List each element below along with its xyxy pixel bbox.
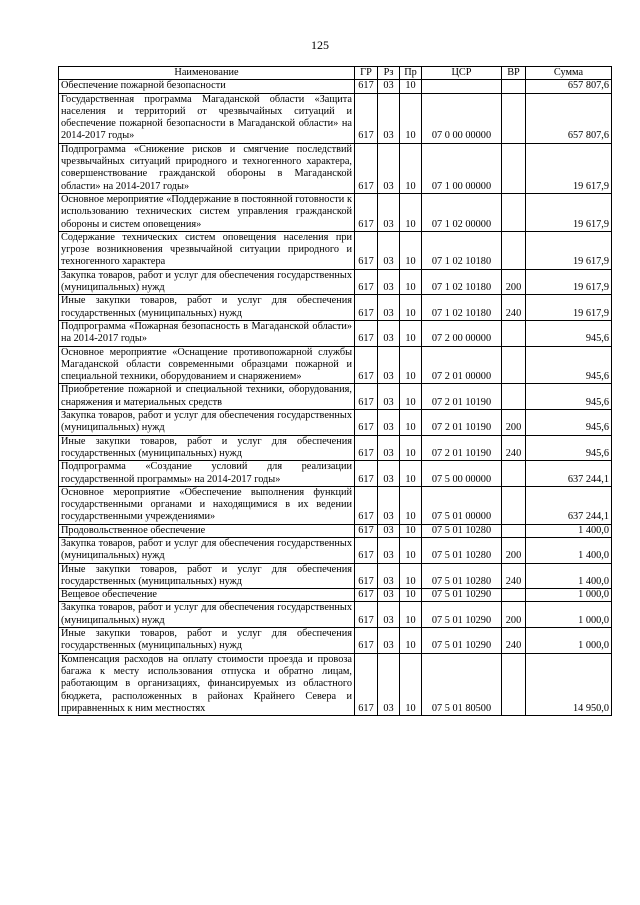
table-row [59, 589, 612, 602]
cell-name: Приобретение пожарной и специальной техники, оборудования, снаряжения и материальных средств [59, 384, 355, 410]
cell-name: Вещевое обеспечение [59, 589, 355, 602]
table-row [59, 143, 612, 193]
cell-sum: 1 400,0 [526, 524, 612, 537]
cell-name: Подпрограмма «Пожарная безопасность в Магаданской области» на 2014-2017 годы» [59, 320, 355, 346]
cell-vr [502, 193, 526, 231]
cell-gr: 617 [355, 93, 378, 143]
cell-rz: 03 [378, 537, 400, 563]
cell-gr: 617 [355, 589, 378, 602]
cell-sum: 945,6 [526, 384, 612, 410]
cell-vr: 240 [502, 295, 526, 321]
cell-pr: 10 [400, 231, 422, 269]
cell-csr: 07 1 02 10180 [422, 231, 502, 269]
cell-rz: 03 [378, 320, 400, 346]
cell-gr: 617 [355, 435, 378, 461]
cell-sum: 19 617,9 [526, 231, 612, 269]
cell-gr: 617 [355, 384, 378, 410]
cell-vr [502, 80, 526, 93]
cell-name: Государственная программа Магаданской области «Защита населения и территорий от чрезвычайных ситуаций и обеспечение пожарной безопасности в Магаданской области» на 2014-2017 годы» [59, 93, 355, 143]
table-row [59, 524, 612, 537]
cell-rz: 03 [378, 384, 400, 410]
cell-pr: 10 [400, 346, 422, 384]
cell-gr: 617 [355, 143, 378, 193]
cell-pr: 10 [400, 435, 422, 461]
cell-rz: 03 [378, 653, 400, 715]
cell-csr: 07 2 01 10190 [422, 384, 502, 410]
cell-csr: 07 1 02 10180 [422, 269, 502, 295]
cell-pr: 10 [400, 589, 422, 602]
cell-rz: 03 [378, 80, 400, 93]
cell-rz: 03 [378, 461, 400, 487]
cell-csr: 07 2 01 10190 [422, 410, 502, 436]
cell-pr: 10 [400, 193, 422, 231]
table-row [59, 486, 612, 524]
cell-pr: 10 [400, 537, 422, 563]
cell-csr: 07 2 01 10190 [422, 435, 502, 461]
cell-sum: 19 617,9 [526, 143, 612, 193]
cell-name: Иные закупки товаров, работ и услуг для обеспечения государственных (муниципальных) нужд [59, 295, 355, 321]
cell-name: Закупка товаров, работ и услуг для обеспечения государственных (муниципальных) нужд [59, 602, 355, 628]
cell-name: Продовольственное обеспечение [59, 524, 355, 537]
cell-csr: 07 5 00 00000 [422, 461, 502, 487]
cell-name: Основное мероприятие «Оснащение противопожарной службы Магаданской области современными образцами пожарной и специальной техники, оборудованием и снаряжением» [59, 346, 355, 384]
cell-csr: 07 5 01 80500 [422, 653, 502, 715]
cell-vr [502, 93, 526, 143]
header-csr: ЦСР [422, 67, 502, 80]
cell-pr: 10 [400, 461, 422, 487]
cell-vr: 200 [502, 410, 526, 436]
cell-csr: 07 5 01 00000 [422, 486, 502, 524]
cell-vr [502, 524, 526, 537]
header-row [59, 67, 612, 80]
cell-pr: 10 [400, 80, 422, 93]
cell-gr: 617 [355, 563, 378, 589]
cell-rz: 03 [378, 193, 400, 231]
cell-vr [502, 461, 526, 487]
cell-vr [502, 320, 526, 346]
cell-name: Основное мероприятие «Поддержание в постоянной готовности к использованию технических систем управления гражданской обороны и систем оповещения» [59, 193, 355, 231]
cell-sum: 1 400,0 [526, 537, 612, 563]
table-body [59, 80, 612, 716]
cell-rz: 03 [378, 486, 400, 524]
cell-vr: 240 [502, 628, 526, 654]
cell-csr: 07 5 01 10280 [422, 524, 502, 537]
cell-vr [502, 486, 526, 524]
cell-sum: 945,6 [526, 435, 612, 461]
header-gr: ГР [355, 67, 378, 80]
cell-rz: 03 [378, 602, 400, 628]
header-name: Наименование [59, 67, 355, 80]
cell-name: Компенсация расходов на оплату стоимости проезда и провоза багажа к месту использования отпуска и обратно лицам, работающим в организациях, финансируемых из областного бюджета, расположенных в районах Крайнего Севера и приравненных к ним местностях [59, 653, 355, 715]
cell-csr: 07 2 01 00000 [422, 346, 502, 384]
cell-pr: 10 [400, 628, 422, 654]
cell-sum: 945,6 [526, 320, 612, 346]
cell-sum: 19 617,9 [526, 295, 612, 321]
cell-gr: 617 [355, 486, 378, 524]
header-sum: Сумма [526, 67, 612, 80]
cell-rz: 03 [378, 563, 400, 589]
cell-pr: 10 [400, 384, 422, 410]
cell-sum: 1 400,0 [526, 563, 612, 589]
cell-csr: 07 5 01 10280 [422, 537, 502, 563]
cell-pr: 10 [400, 410, 422, 436]
cell-sum: 1 000,0 [526, 602, 612, 628]
cell-rz: 03 [378, 628, 400, 654]
page-number: 125 [311, 38, 329, 52]
header-vr: ВР [502, 67, 526, 80]
table-row [59, 320, 612, 346]
table-row [59, 563, 612, 589]
cell-pr: 10 [400, 320, 422, 346]
cell-vr [502, 231, 526, 269]
table-row [59, 384, 612, 410]
table-row [59, 93, 612, 143]
cell-gr: 617 [355, 269, 378, 295]
cell-name: Содержание технических систем оповещения населения при угрозе возникновения чрезвычайной ситуации природного и техногенного характера [59, 231, 355, 269]
cell-sum: 1 000,0 [526, 628, 612, 654]
cell-rz: 03 [378, 589, 400, 602]
header-rz: Рз [378, 67, 400, 80]
cell-gr: 617 [355, 80, 378, 93]
cell-pr: 10 [400, 269, 422, 295]
cell-pr: 10 [400, 653, 422, 715]
cell-gr: 617 [355, 193, 378, 231]
cell-pr: 10 [400, 143, 422, 193]
cell-rz: 03 [378, 93, 400, 143]
cell-sum: 19 617,9 [526, 269, 612, 295]
cell-pr: 10 [400, 486, 422, 524]
cell-sum: 945,6 [526, 346, 612, 384]
cell-name: Иные закупки товаров, работ и услуг для обеспечения государственных (муниципальных) нужд [59, 628, 355, 654]
cell-rz: 03 [378, 269, 400, 295]
cell-pr: 10 [400, 524, 422, 537]
cell-sum: 14 950,0 [526, 653, 612, 715]
table-row [59, 80, 612, 93]
cell-name: Иные закупки товаров, работ и услуг для обеспечения государственных (муниципальных) нужд [59, 435, 355, 461]
cell-pr: 10 [400, 93, 422, 143]
cell-csr: 07 1 02 10180 [422, 295, 502, 321]
cell-vr: 240 [502, 563, 526, 589]
cell-name: Основное мероприятие «Обеспечение выполнения функций государственными органами и находящимися в их ведении государственными учреждениями» [59, 486, 355, 524]
cell-sum: 637 244,1 [526, 486, 612, 524]
cell-csr: 07 5 01 10290 [422, 589, 502, 602]
cell-rz: 03 [378, 410, 400, 436]
cell-gr: 617 [355, 602, 378, 628]
cell-name: Подпрограмма «Создание условий для реализации государственной программы» на 2014-2017 годы» [59, 461, 355, 487]
cell-gr: 617 [355, 231, 378, 269]
table-row [59, 269, 612, 295]
cell-gr: 617 [355, 410, 378, 436]
cell-name: Обеспечение пожарной безопасности [59, 80, 355, 93]
table-row [59, 231, 612, 269]
cell-gr: 617 [355, 524, 378, 537]
cell-rz: 03 [378, 231, 400, 269]
cell-vr: 200 [502, 602, 526, 628]
cell-name: Иные закупки товаров, работ и услуг для обеспечения государственных (муниципальных) нужд [59, 563, 355, 589]
cell-vr [502, 653, 526, 715]
table-row [59, 410, 612, 436]
cell-vr: 200 [502, 537, 526, 563]
budget-table [58, 66, 612, 716]
table-row [59, 295, 612, 321]
table-row [59, 346, 612, 384]
cell-vr [502, 346, 526, 384]
cell-name: Подпрограмма «Снижение рисков и смягчение последствий чрезвычайных ситуаций природного и техногенного характера, совершенствование гражданской обороны в Магаданской области» на 2014-2017 годы» [59, 143, 355, 193]
cell-rz: 03 [378, 295, 400, 321]
cell-vr: 200 [502, 269, 526, 295]
cell-rz: 03 [378, 524, 400, 537]
cell-csr: 07 5 01 10290 [422, 602, 502, 628]
cell-gr: 617 [355, 346, 378, 384]
cell-vr [502, 384, 526, 410]
table-row [59, 461, 612, 487]
header-pr: Пр [400, 67, 422, 80]
cell-sum: 1 000,0 [526, 589, 612, 602]
cell-gr: 617 [355, 628, 378, 654]
cell-name: Закупка товаров, работ и услуг для обеспечения государственных (муниципальных) нужд [59, 269, 355, 295]
cell-sum: 657 807,6 [526, 93, 612, 143]
table-row [59, 628, 612, 654]
cell-vr: 240 [502, 435, 526, 461]
cell-sum: 637 244,1 [526, 461, 612, 487]
cell-csr: 07 5 01 10290 [422, 628, 502, 654]
cell-gr: 617 [355, 320, 378, 346]
cell-rz: 03 [378, 143, 400, 193]
cell-rz: 03 [378, 346, 400, 384]
table-row [59, 435, 612, 461]
cell-vr [502, 589, 526, 602]
cell-gr: 617 [355, 537, 378, 563]
cell-gr: 617 [355, 461, 378, 487]
cell-pr: 10 [400, 602, 422, 628]
cell-name: Закупка товаров, работ и услуг для обеспечения государственных (муниципальных) нужд [59, 537, 355, 563]
cell-vr [502, 143, 526, 193]
cell-pr: 10 [400, 563, 422, 589]
cell-pr: 10 [400, 295, 422, 321]
cell-csr: 07 1 00 00000 [422, 143, 502, 193]
cell-gr: 617 [355, 295, 378, 321]
cell-sum: 657 807,6 [526, 80, 612, 93]
cell-csr: 07 0 00 00000 [422, 93, 502, 143]
cell-rz: 03 [378, 435, 400, 461]
table-row [59, 602, 612, 628]
cell-sum: 19 617,9 [526, 193, 612, 231]
cell-csr: 07 1 02 00000 [422, 193, 502, 231]
table-row [59, 653, 612, 715]
cell-sum: 945,6 [526, 410, 612, 436]
cell-name: Закупка товаров, работ и услуг для обеспечения государственных (муниципальных) нужд [59, 410, 355, 436]
cell-gr: 617 [355, 653, 378, 715]
table-row [59, 193, 612, 231]
table-row [59, 537, 612, 563]
cell-csr: 07 5 01 10280 [422, 563, 502, 589]
cell-csr [422, 80, 502, 93]
cell-csr: 07 2 00 00000 [422, 320, 502, 346]
